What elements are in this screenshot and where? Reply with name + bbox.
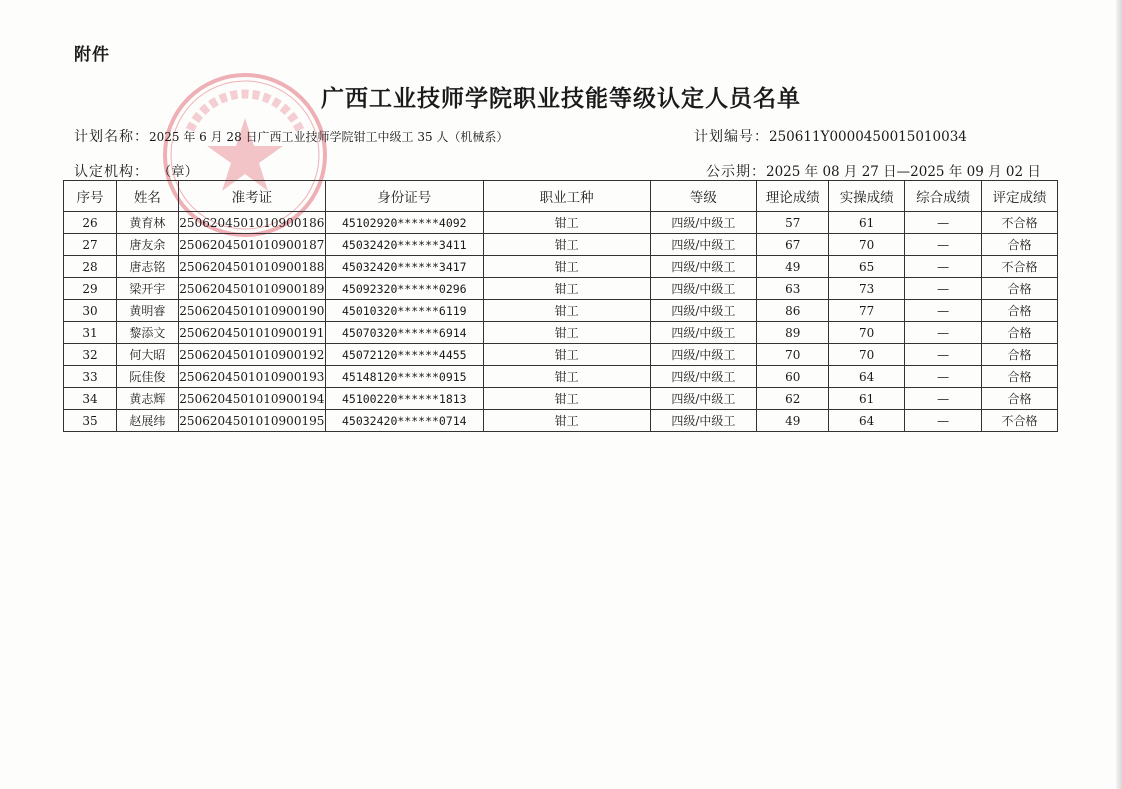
admission-ticket-number-cell: 2506204501010900193 (178, 366, 325, 388)
publicity-period-value: 2025 年 08 月 27 日—2025 年 09 月 02 日 (766, 164, 1041, 180)
header-cell: 等级 (650, 181, 757, 212)
trade-cell: 钳工 (483, 278, 650, 300)
theory-score-cell: 49 (757, 256, 829, 278)
assessment-result-cell: 合格 (982, 278, 1058, 300)
practical-score-cell: 61 (829, 388, 905, 410)
assessment-result-cell: 合格 (982, 366, 1058, 388)
skill-level-cell: 四级/中级工 (650, 344, 757, 366)
overall-score-cell: — (905, 388, 982, 410)
header-cell: 序号 (64, 181, 117, 212)
roster-table (63, 180, 1058, 432)
table-row (64, 322, 1058, 344)
overall-score-cell: — (905, 256, 982, 278)
assessment-result-cell: 合格 (982, 344, 1058, 366)
practical-score-cell: 77 (829, 300, 905, 322)
certifying-org (74, 160, 198, 181)
skill-level-cell: 四级/中级工 (650, 388, 757, 410)
header-cell: 评定成绩 (982, 181, 1058, 212)
certifying-org-label: 认定机构： (74, 164, 149, 180)
candidate-name-cell: 黄志辉 (116, 388, 178, 410)
practical-score-cell: 64 (829, 410, 905, 432)
practical-score-cell: 64 (829, 366, 905, 388)
table-row (64, 234, 1058, 256)
trade-cell: 钳工 (483, 300, 650, 322)
candidate-name-cell: 梁开宇 (116, 278, 178, 300)
admission-ticket-number-cell: 2506204501010900192 (178, 344, 325, 366)
table-row (64, 344, 1058, 366)
plan-number-label: 计划编号： (694, 129, 769, 145)
plan-name (74, 126, 508, 146)
trade-cell: 钳工 (483, 234, 650, 256)
header-cell: 实操成绩 (829, 181, 905, 212)
row-number-cell: 34 (64, 388, 117, 410)
theory-score-cell: 86 (757, 300, 829, 322)
theory-score-cell: 70 (757, 344, 829, 366)
plan-number-value: 250611Y0000450015010034 (769, 129, 967, 145)
trade-cell: 钳工 (483, 366, 650, 388)
id-number-cell: 45072120******4455 (325, 344, 483, 366)
overall-score-cell: — (905, 300, 982, 322)
certifying-org-value: （章） (157, 164, 199, 180)
candidate-name-cell: 黄育林 (116, 212, 178, 234)
header-cell: 准考证 (178, 181, 325, 212)
trade-cell: 钳工 (483, 322, 650, 344)
candidate-name-cell: 阮佳俊 (116, 366, 178, 388)
row-number-cell: 28 (64, 256, 117, 278)
header-cell: 姓名 (116, 181, 178, 212)
theory-score-cell: 49 (757, 410, 829, 432)
table-row (64, 300, 1058, 322)
assessment-result-cell: 合格 (982, 322, 1058, 344)
id-number-cell: 45032420******0714 (325, 410, 483, 432)
row-number-cell: 33 (64, 366, 117, 388)
publicity-period-label: 公示期： (706, 164, 766, 180)
id-number-cell: 45010320******6119 (325, 300, 483, 322)
admission-ticket-number-cell: 2506204501010900194 (178, 388, 325, 410)
overall-score-cell: — (905, 278, 982, 300)
skill-level-cell: 四级/中级工 (650, 410, 757, 432)
assessment-result-cell: 不合格 (982, 256, 1058, 278)
admission-ticket-number-cell: 2506204501010900188 (178, 256, 325, 278)
practical-score-cell: 70 (829, 344, 905, 366)
assessment-result-cell: 不合格 (982, 410, 1058, 432)
theory-score-cell: 67 (757, 234, 829, 256)
candidate-name-cell: 何大昭 (116, 344, 178, 366)
row-number-cell: 29 (64, 278, 117, 300)
id-number-cell: 45100220******1813 (325, 388, 483, 410)
admission-ticket-number-cell: 2506204501010900189 (178, 278, 325, 300)
table-header-row (64, 181, 1058, 212)
skill-level-cell: 四级/中级工 (650, 278, 757, 300)
attachment-label: 附件 (74, 45, 110, 65)
skill-level-cell: 四级/中级工 (650, 366, 757, 388)
plan-number (694, 126, 967, 146)
practical-score-cell: 70 (829, 234, 905, 256)
publicity-period (706, 160, 1041, 181)
row-number-cell: 32 (64, 344, 117, 366)
assessment-result-cell: 合格 (982, 300, 1058, 322)
skill-level-cell: 四级/中级工 (650, 300, 757, 322)
overall-score-cell: — (905, 366, 982, 388)
trade-cell: 钳工 (483, 344, 650, 366)
row-number-cell: 31 (64, 322, 117, 344)
table-row (64, 410, 1058, 432)
header-cell: 综合成绩 (905, 181, 982, 212)
candidate-name-cell: 唐友余 (116, 234, 178, 256)
practical-score-cell: 65 (829, 256, 905, 278)
assessment-result-cell: 不合格 (982, 212, 1058, 234)
candidate-name-cell: 黄明睿 (116, 300, 178, 322)
assessment-result-cell: 合格 (982, 388, 1058, 410)
overall-score-cell: — (905, 344, 982, 366)
id-number-cell: 45092320******0296 (325, 278, 483, 300)
theory-score-cell: 62 (757, 388, 829, 410)
skill-level-cell: 四级/中级工 (650, 212, 757, 234)
overall-score-cell: — (905, 322, 982, 344)
skill-level-cell: 四级/中级工 (650, 256, 757, 278)
practical-score-cell: 73 (829, 278, 905, 300)
header-cell: 身份证号 (325, 181, 483, 212)
admission-ticket-number-cell: 2506204501010900195 (178, 410, 325, 432)
trade-cell: 钳工 (483, 388, 650, 410)
row-number-cell: 35 (64, 410, 117, 432)
admission-ticket-number-cell: 2506204501010900187 (178, 234, 325, 256)
skill-level-cell: 四级/中级工 (650, 234, 757, 256)
trade-cell: 钳工 (483, 212, 650, 234)
skill-level-cell: 四级/中级工 (650, 322, 757, 344)
assessment-result-cell: 合格 (982, 234, 1058, 256)
trade-cell: 钳工 (483, 256, 650, 278)
roster-body (64, 212, 1058, 432)
theory-score-cell: 57 (757, 212, 829, 234)
table-row (64, 366, 1058, 388)
id-number-cell: 45070320******6914 (325, 322, 483, 344)
trade-cell: 钳工 (483, 410, 650, 432)
admission-ticket-number-cell: 2506204501010900191 (178, 322, 325, 344)
id-number-cell: 45148120******0915 (325, 366, 483, 388)
header-cell: 职业工种 (483, 181, 650, 212)
candidate-name-cell: 唐志铭 (116, 256, 178, 278)
header-cell: 理论成绩 (757, 181, 829, 212)
overall-score-cell: — (905, 410, 982, 432)
candidate-name-cell: 黎添文 (116, 322, 178, 344)
plan-name-label: 计划名称： (74, 129, 149, 145)
practical-score-cell: 61 (829, 212, 905, 234)
row-number-cell: 30 (64, 300, 117, 322)
id-number-cell: 45032420******3411 (325, 234, 483, 256)
table-row (64, 278, 1058, 300)
row-number-cell: 27 (64, 234, 117, 256)
theory-score-cell: 60 (757, 366, 829, 388)
candidate-name-cell: 赵展纬 (116, 410, 178, 432)
practical-score-cell: 70 (829, 322, 905, 344)
table-row (64, 256, 1058, 278)
page-edge (1116, 0, 1122, 789)
theory-score-cell: 63 (757, 278, 829, 300)
plan-name-value: 2025 年 6 月 28 日广西工业技师学院钳工中级工 35 人（机械系） (149, 130, 509, 144)
table-row (64, 212, 1058, 234)
admission-ticket-number-cell: 2506204501010900186 (178, 212, 325, 234)
row-number-cell: 26 (64, 212, 117, 234)
id-number-cell: 45102920******4092 (325, 212, 483, 234)
overall-score-cell: — (905, 212, 982, 234)
document-title: 广西工业技师学院职业技能等级认定人员名单 (321, 85, 801, 112)
overall-score-cell: — (905, 234, 982, 256)
theory-score-cell: 89 (757, 322, 829, 344)
id-number-cell: 45032420******3417 (325, 256, 483, 278)
table-row (64, 388, 1058, 410)
admission-ticket-number-cell: 2506204501010900190 (178, 300, 325, 322)
